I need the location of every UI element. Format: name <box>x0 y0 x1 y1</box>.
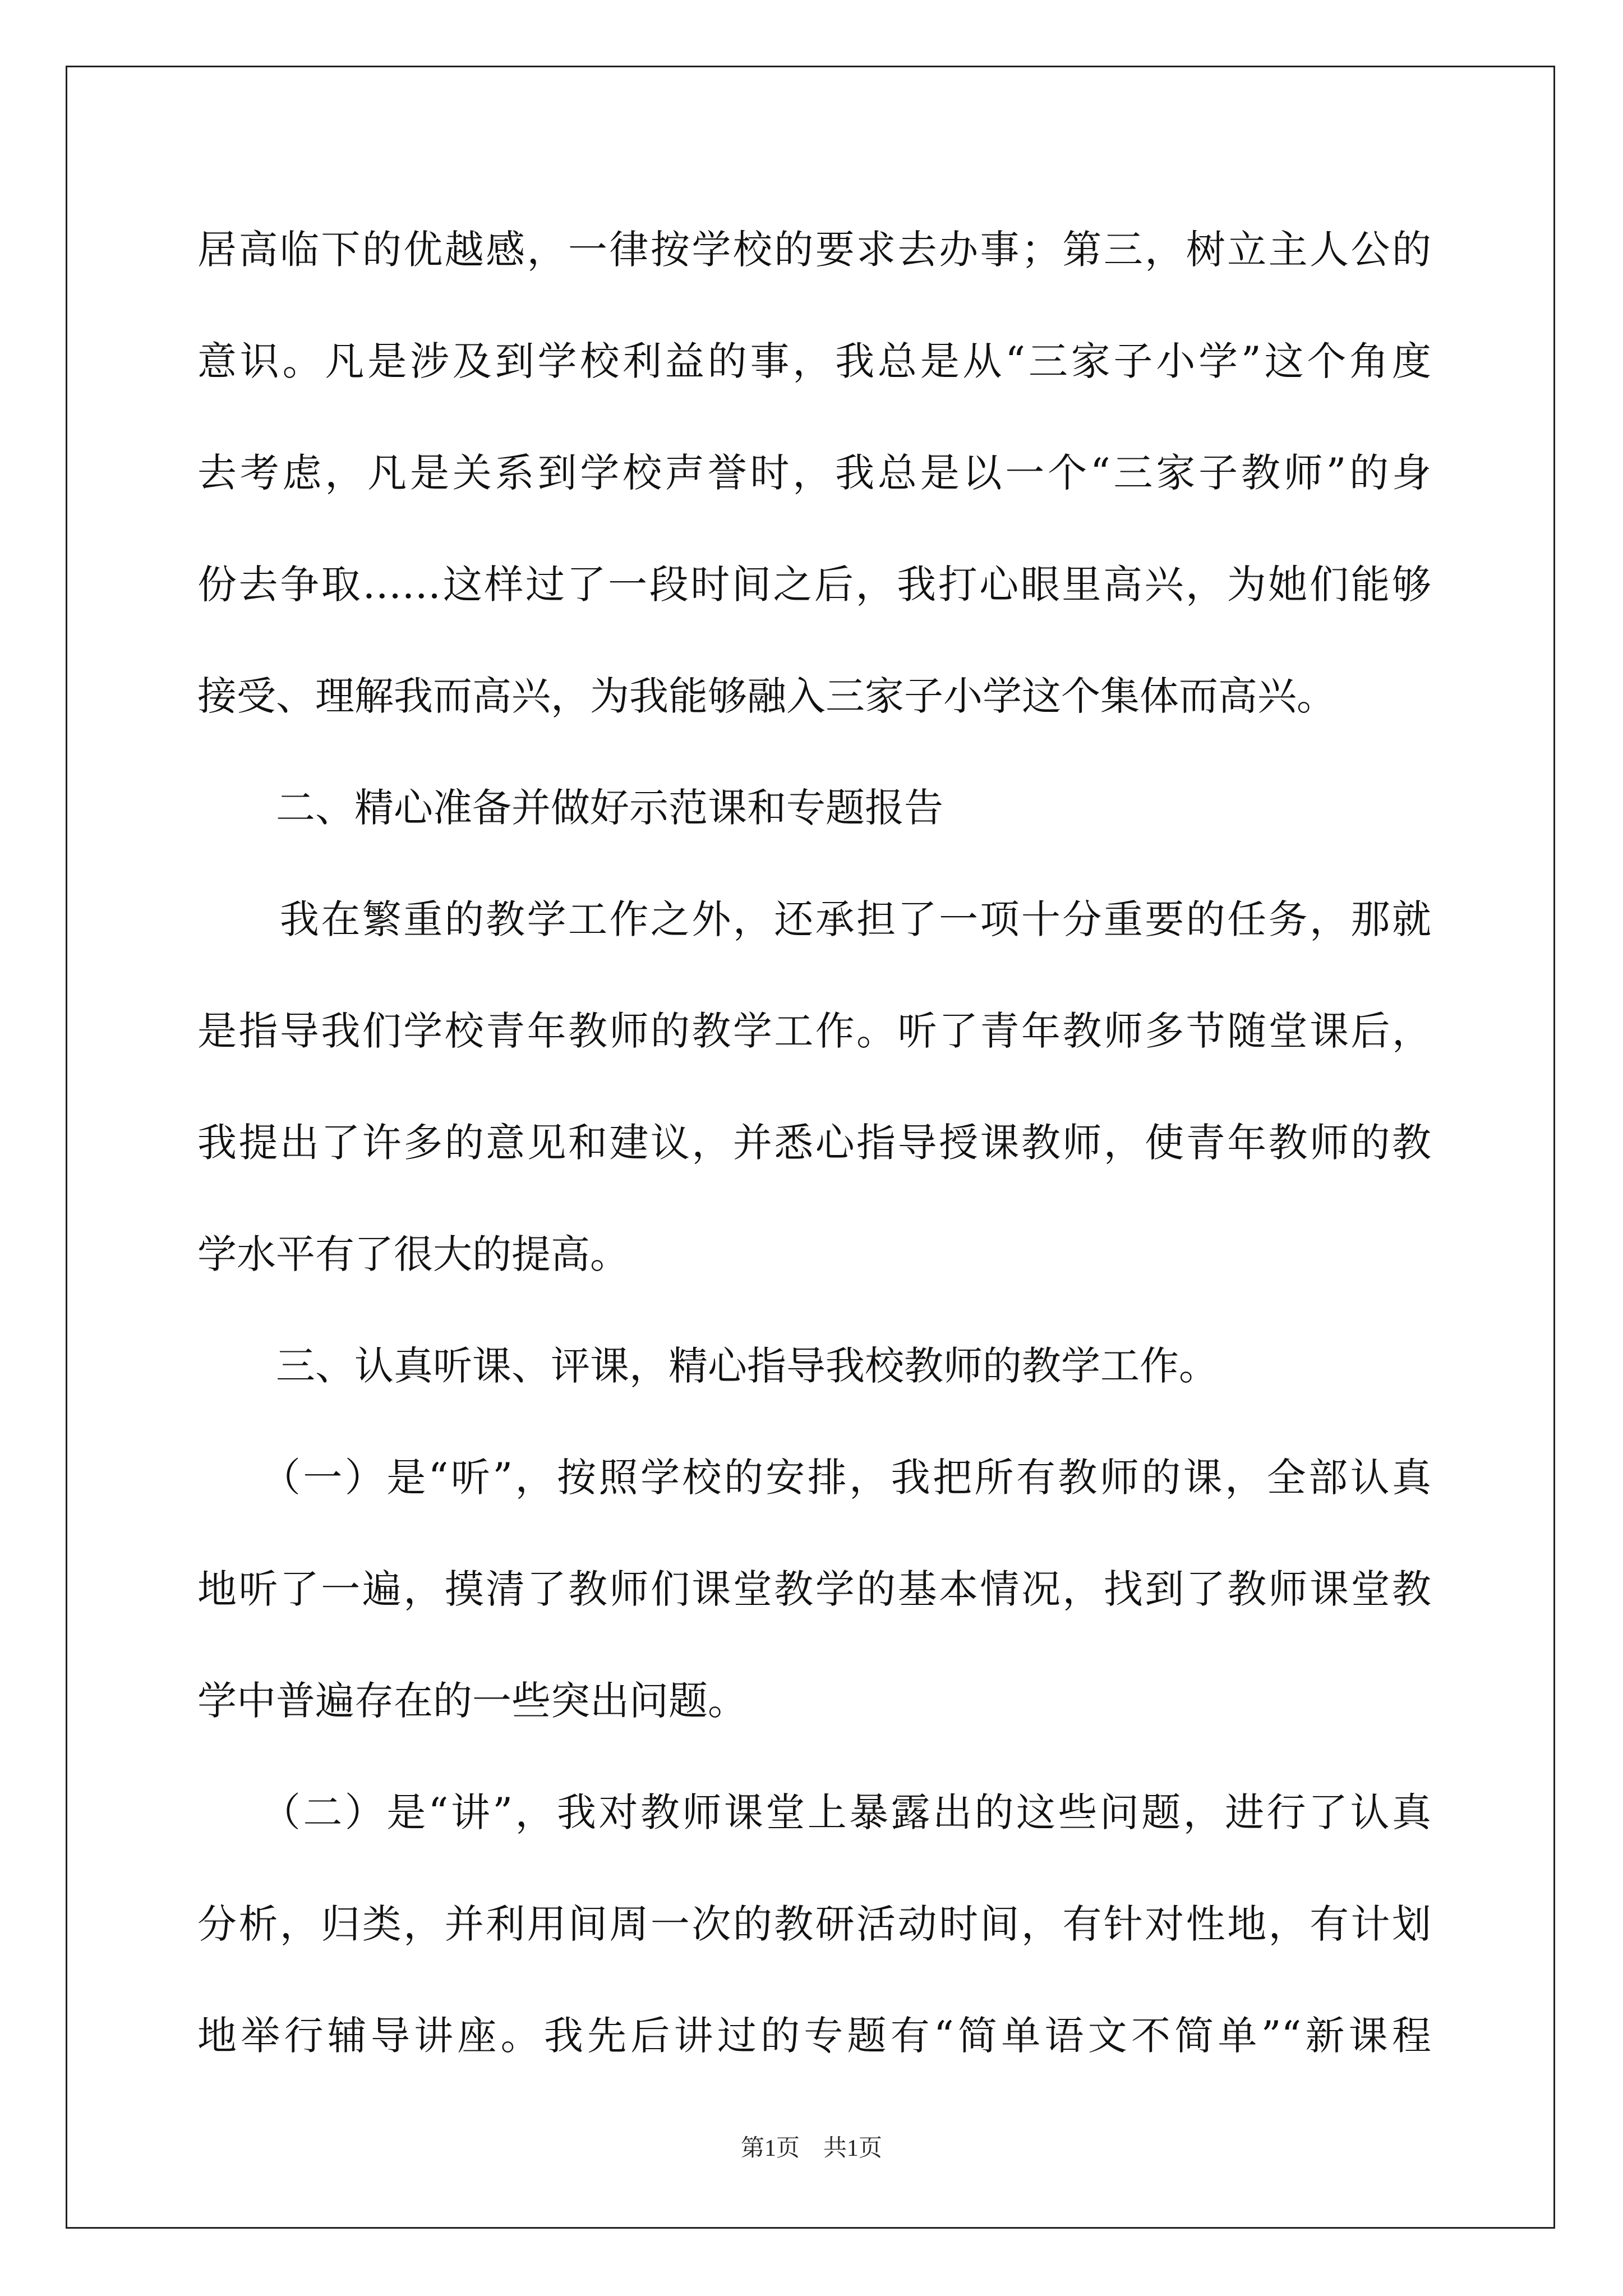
text-line: 学中普遍存在的一些突出问题。 <box>197 1678 747 1724</box>
text-line: 地举行辅导讲座。我先后讲过的专题有“简单语文不简单”“新课程 <box>197 2013 1431 2059</box>
section-heading: 三、认真听课、评课，精心指导我校教师的教学工作。 <box>197 1343 1218 1389</box>
text-line: 我在繁重的教学工作之外，还承担了一项十分重要的任务，那就 <box>197 896 1431 942</box>
text-line: 学水平有了很大的提高。 <box>197 1231 629 1277</box>
text-line: 地听了一遍，摸清了教师们课堂教学的基本情况，找到了教师课堂教 <box>197 1566 1431 1612</box>
text-line: 居高临下的优越感，一律按学校的要求去办事；第三，树立主人公的 <box>197 227 1431 273</box>
text-line: （一）是“听”，按照学校的安排，我把所有教师的课，全部认真 <box>197 1455 1431 1501</box>
text-line: 意识。凡是涉及到学校利益的事，我总是从“三家子小学”这个角度 <box>197 338 1431 384</box>
page-footer: 第1页 共1页 <box>740 2136 882 2161</box>
section-heading: 二、精心准备并做好示范课和专题报告 <box>197 785 943 831</box>
text-line: （二）是“讲”，我对教师课堂上暴露出的这些问题，进行了认真 <box>197 1789 1431 1835</box>
text-line: 我提出了许多的意见和建议，并悉心指导授课教师，使青年教师的教 <box>197 1120 1431 1166</box>
text-line: 分析，归类，并利用间周一次的教研活动时间，有针对性地，有计划 <box>197 1901 1431 1947</box>
text-line: 份去争取……这样过了一段时间之后，我打心眼里高兴，为她们能够 <box>197 562 1431 608</box>
text-line: 接受、理解我而高兴，为我能够融入三家子小学这个集体而高兴。 <box>197 673 1336 719</box>
text-line: 是指导我们学校青年教师的教学工作。听了青年教师多节随堂课后， <box>197 1008 1431 1054</box>
text-line: 去考虑，凡是关系到学校声誉时，我总是以一个“三家子教师”的身 <box>197 450 1431 496</box>
